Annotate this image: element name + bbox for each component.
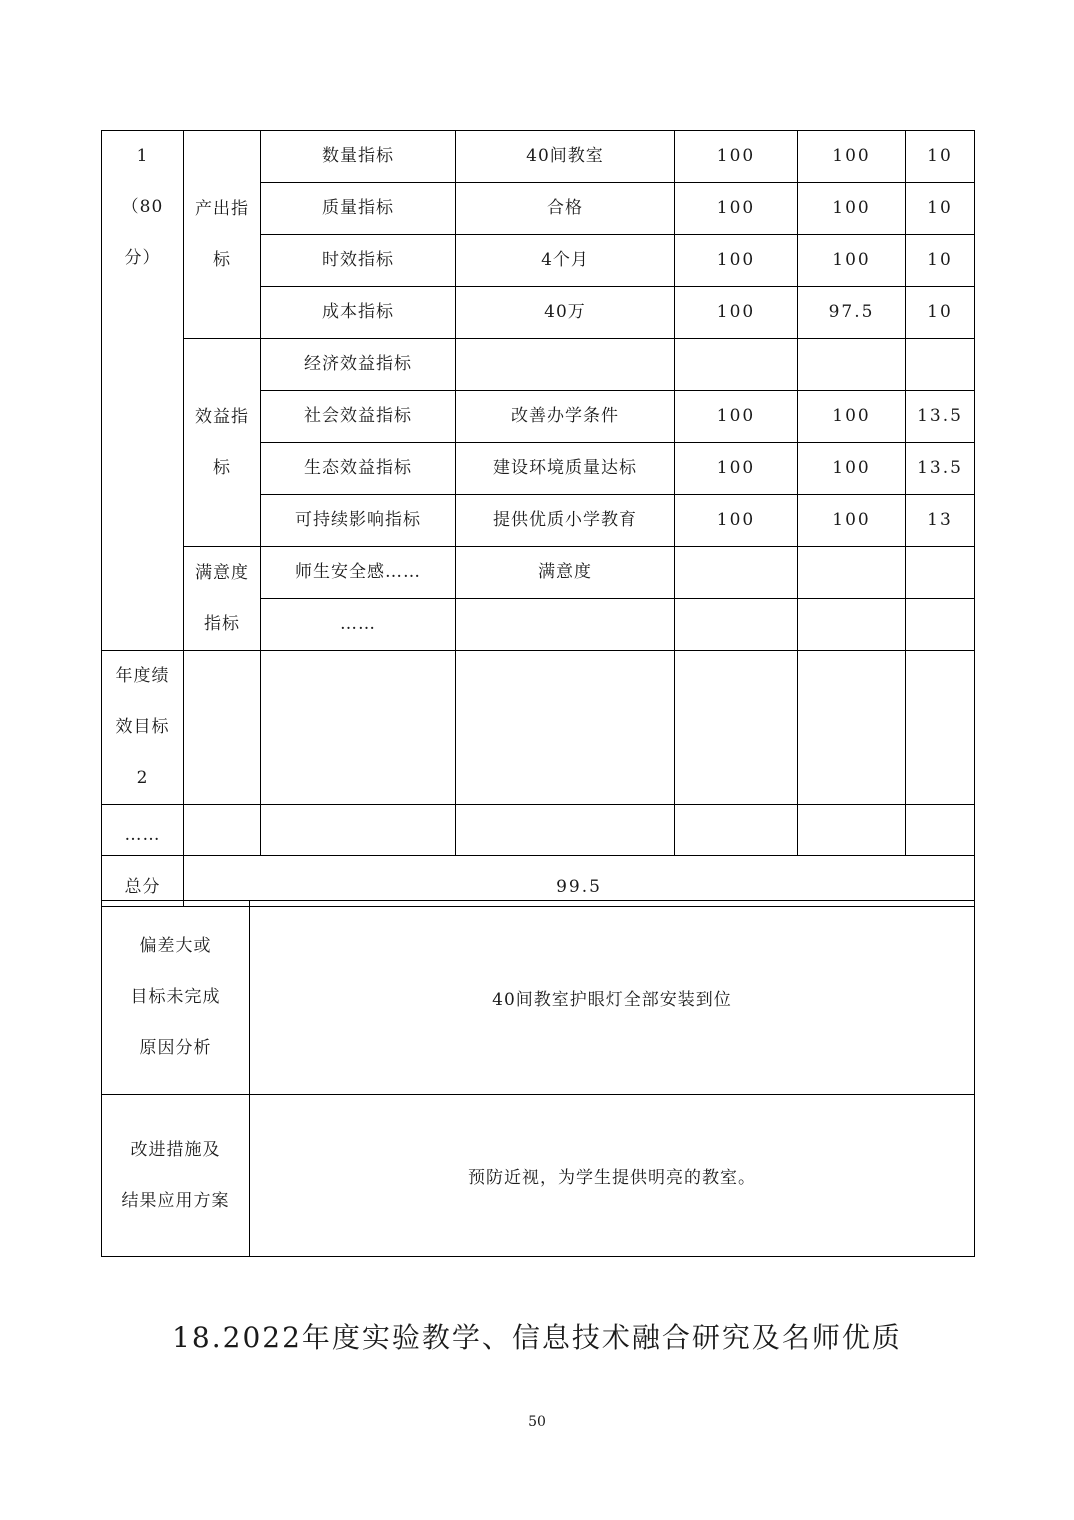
- value-cell: [798, 339, 906, 391]
- analysis-label-line: 偏差大或: [139, 936, 212, 956]
- target-cell: 提供优质小学教育: [456, 495, 675, 547]
- target-cell: 40间教室: [456, 131, 675, 183]
- empty-cell: [261, 651, 456, 805]
- improvement-row: [102, 1095, 975, 1257]
- indicator-cell: 可持续影响指标: [261, 495, 456, 547]
- empty-cell: [906, 805, 975, 856]
- target-cell: 合格: [456, 183, 675, 235]
- score-cell: 13: [906, 495, 975, 547]
- score-cell: [906, 339, 975, 391]
- output-indicator-label: [184, 131, 261, 339]
- target-cell: 改善办学条件: [456, 391, 675, 443]
- analysis-table: [101, 900, 975, 1257]
- empty-cell: [798, 651, 906, 805]
- value-cell: [675, 547, 798, 599]
- goal1-label-line: （80: [121, 197, 164, 217]
- empty-cell: [184, 651, 261, 805]
- value-cell: 100: [675, 287, 798, 339]
- indicator-cell: 社会效益指标: [261, 391, 456, 443]
- total-row: [102, 856, 975, 907]
- total-label: 总分: [102, 856, 184, 907]
- goal1-label-cell: [102, 131, 184, 651]
- improvement-content: 预防近视，为学生提供明亮的教室。: [250, 1095, 975, 1257]
- empty-cell: [798, 805, 906, 856]
- value-cell: [798, 547, 906, 599]
- score-cell: 10: [906, 183, 975, 235]
- table-row: [102, 131, 975, 183]
- value-cell: 100: [798, 131, 906, 183]
- value-cell: 100: [798, 235, 906, 287]
- value-cell: [675, 339, 798, 391]
- value-cell: [675, 599, 798, 651]
- score-cell: 13.5: [906, 391, 975, 443]
- indicator-cell: ……: [261, 599, 456, 651]
- value-cell: 100: [675, 391, 798, 443]
- value-cell: 100: [675, 443, 798, 495]
- goal2-label-line: 年度绩: [115, 666, 170, 686]
- score-cell: 10: [906, 287, 975, 339]
- analysis-row: [102, 901, 975, 1095]
- indicator-cell: 成本指标: [261, 287, 456, 339]
- score-cell: [906, 547, 975, 599]
- goal2-label-line: 效目标: [115, 717, 170, 737]
- table-row: [102, 339, 975, 391]
- value-cell: [798, 599, 906, 651]
- empty-cell: [906, 651, 975, 805]
- satisfaction-indicator-label: [184, 547, 261, 651]
- goal2-label-line: 2: [136, 768, 149, 788]
- improvement-label-line: 结果应用方案: [121, 1190, 230, 1211]
- value-cell: 100: [798, 391, 906, 443]
- goal2-label-cell: [102, 651, 184, 805]
- table-row: [102, 805, 975, 856]
- indicator-cell: 师生安全感……: [261, 547, 456, 599]
- table-row: [102, 547, 975, 599]
- analysis-label-line: 原因分析: [139, 1038, 212, 1058]
- score-cell: 10: [906, 131, 975, 183]
- score-cell: 13.5: [906, 443, 975, 495]
- page-number: 50: [528, 1414, 546, 1430]
- empty-cell: [456, 651, 675, 805]
- output-label-line: 产出指: [195, 198, 249, 219]
- satisfaction-label-line: 指标: [204, 613, 240, 634]
- score-cell: 10: [906, 235, 975, 287]
- value-cell: 100: [675, 235, 798, 287]
- total-value: 99.5: [184, 856, 975, 907]
- section-heading: 18.2022年度实验教学、信息技术融合研究及名师优质: [172, 1321, 902, 1354]
- output-label-line: 标: [213, 249, 231, 270]
- value-cell: 100: [675, 131, 798, 183]
- indicator-cell: 经济效益指标: [261, 339, 456, 391]
- empty-cell: [675, 805, 798, 856]
- satisfaction-label-line: 满意度: [195, 562, 249, 583]
- goal1-label-line: 分）: [124, 248, 161, 268]
- analysis-label: [102, 901, 250, 1095]
- indicator-cell: 生态效益指标: [261, 443, 456, 495]
- target-cell: 4个月: [456, 235, 675, 287]
- analysis-label-line: 目标未完成: [130, 987, 221, 1007]
- indicator-cell: 时效指标: [261, 235, 456, 287]
- benefit-label-line: 效益指: [195, 406, 249, 427]
- target-cell: 满意度: [456, 547, 675, 599]
- target-cell: [456, 599, 675, 651]
- empty-cell: [261, 805, 456, 856]
- value-cell: 100: [798, 183, 906, 235]
- value-cell: 100: [675, 495, 798, 547]
- empty-cell: [675, 651, 798, 805]
- target-cell: [456, 339, 675, 391]
- indicator-cell: 数量指标: [261, 131, 456, 183]
- goal1-label-line: 1: [136, 146, 149, 166]
- empty-cell: [184, 805, 261, 856]
- empty-cell: [456, 805, 675, 856]
- score-cell: [906, 599, 975, 651]
- value-cell: 100: [798, 443, 906, 495]
- improvement-label: [102, 1095, 250, 1257]
- indicator-cell: 质量指标: [261, 183, 456, 235]
- value-cell: 97.5: [798, 287, 906, 339]
- improvement-label-line: 改进措施及: [130, 1139, 221, 1160]
- benefit-indicator-label: [184, 339, 261, 547]
- table-row: [102, 651, 975, 805]
- benefit-label-line: 标: [213, 457, 231, 478]
- target-cell: 40万: [456, 287, 675, 339]
- analysis-content: 40间教室护眼灯全部安装到位: [250, 901, 975, 1095]
- ellipsis-cell: ……: [102, 805, 184, 856]
- target-cell: 建设环境质量达标: [456, 443, 675, 495]
- performance-table: [101, 130, 975, 907]
- value-cell: 100: [798, 495, 906, 547]
- value-cell: 100: [675, 183, 798, 235]
